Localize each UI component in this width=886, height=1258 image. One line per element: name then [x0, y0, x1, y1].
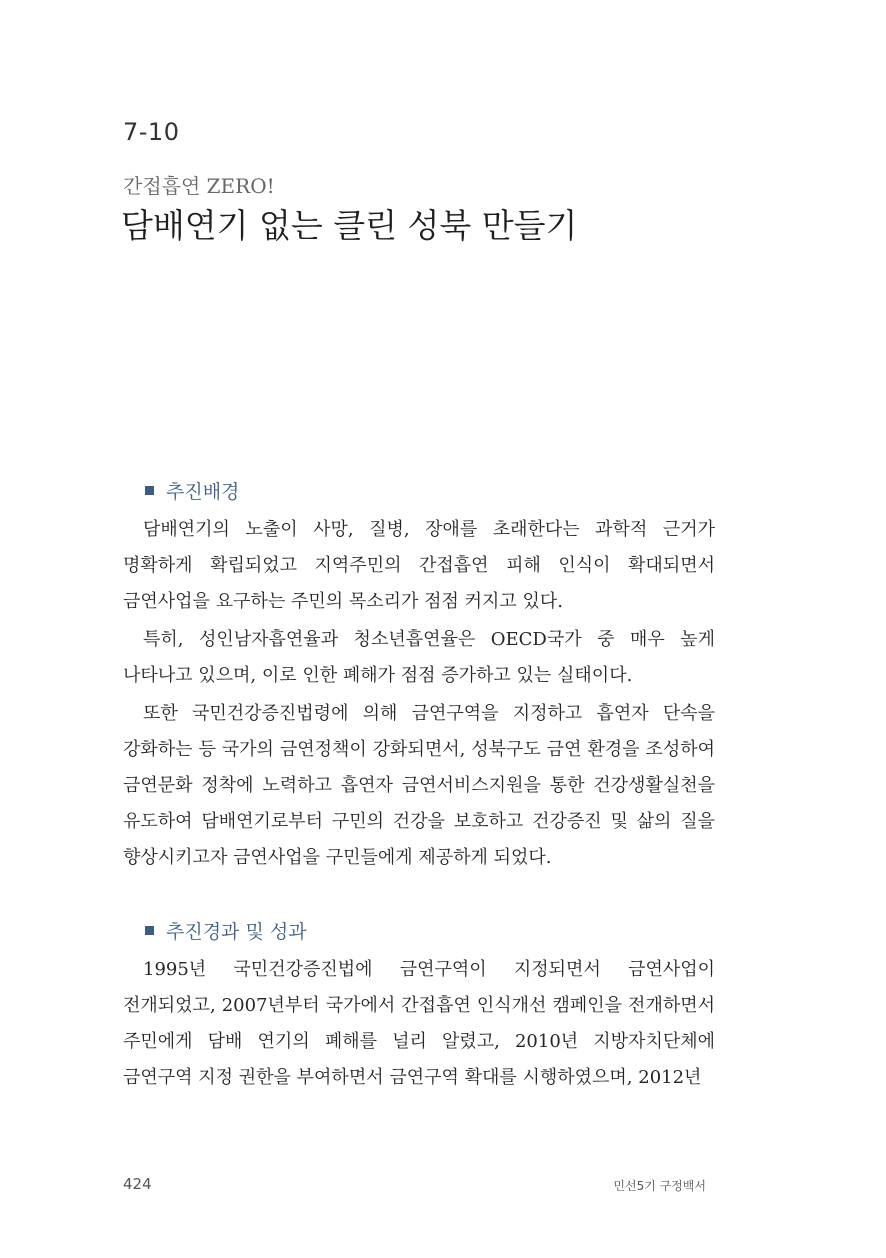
paragraph: 또한 국민건강증진법령에 의해 금연구역을 지정하고 흡연자 단속을 강화하는 등 국가의 금연정책이 강화되면서, 성북구도 금연 환경을 조성하여 금연문화 정착에 노력하고 흡연자 금연서비스지원을 통한 건강생활실천을 유도하여 담배연기로부터 구민의 건강을 보호하고 건강증진 및 삶의 질을 향상시키고자 금연사업을 구민들에게 제공하게 되었다.: [123, 703, 715, 868]
heading-progress-label: 추진경과 및 성과: [166, 920, 307, 943]
page-title: 담배연기 없는 클린 성북 만들기: [121, 206, 578, 245]
section-number: 7-10: [123, 118, 180, 146]
square-bullet-icon: [145, 486, 154, 495]
paragraph: 특히, 성인남자흡연율과 청소년흡연율은 OECD국가 중 매우 높게 나타나고 있으며, 이로 인한 폐해가 점점 증가하고 있는 실태이다.: [123, 629, 715, 686]
paragraph: 담배연기의 노출이 사망, 질병, 장애를 초래한다는 과학적 근거가 명확하게 확립되었고 지역주민의 간접흡연 피해 인식이 확대되면서 금연사업을 요구하는 주민의 목소리가 점점 커지고 있다.: [123, 519, 715, 612]
book-title: 민선5기 구정백서: [613, 1179, 706, 1193]
heading-background-label: 추진배경: [166, 480, 240, 503]
body-content: [123, 470, 715, 1096]
page-number: 424: [123, 1175, 152, 1193]
heading-background: [145, 470, 715, 510]
section-subtitle: 간접흡연 ZERO!: [123, 174, 275, 198]
paragraph: 1995년 국민건강증진법에 금연구역이 지정되면서 금연사업이 전개되었고, 2007년부터 국가에서 간접흡연 인식개선 캠페인을 전개하면서 주민에게 담배 연기의 폐해를 널리 알렸고, 2010년 지방자치단체에 금연구역 지정 권한을 부여하면서 금연구역 확대를 시행하였으며, 2012년: [123, 959, 715, 1088]
square-bullet-icon: [145, 926, 154, 935]
heading-progress: [145, 910, 715, 950]
